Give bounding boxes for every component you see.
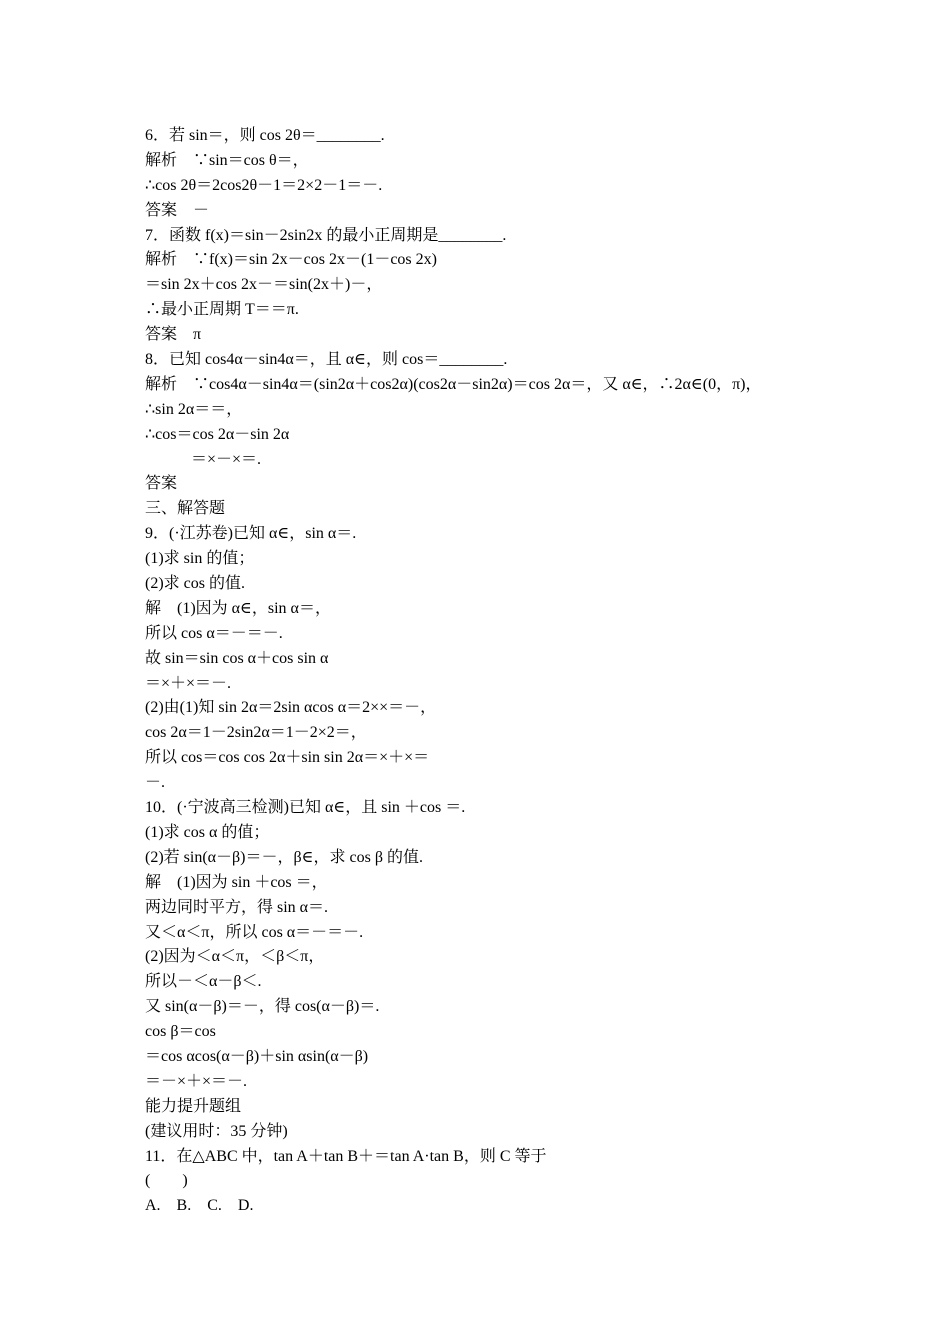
q10-solution-step: cos β＝cos <box>145 1023 216 1041</box>
q11-stem: 11．在△ABC 中，tan A＋tan B＋＝tan A·tan B，则 C 等于 <box>145 1147 547 1165</box>
q9-solution-step: (2)由(1)知 sin 2α＝2sin αcos α＝2××＝－， <box>145 699 437 717</box>
q11-options: A. B. C. D. <box>145 1197 254 1215</box>
q8-stem: 8．已知 cos4α－sin4α＝，且 α∈，则 cos＝________. <box>145 351 508 369</box>
q9-solution-step: 所以 cos＝cos cos 2α＋sin sin 2α＝×＋×＝ <box>145 749 430 767</box>
document-body <box>145 124 805 1219</box>
q10-part1: (1)求 cos α 的值； <box>145 823 270 841</box>
q9-part2: (2)求 cos 的值. <box>145 575 245 593</box>
time-suggestion: (建议用时：35 分钟) <box>145 1122 288 1140</box>
q10-solution: 解 (1)因为 sin ＋cos ＝， <box>145 873 328 891</box>
q10-solution-step: ＝cos αcos(α－β)＋sin αsin(α－β) <box>145 1047 369 1065</box>
q6-analysis-step: ∴cos 2θ＝2cos2θ－1＝2×2－1＝－. <box>145 176 383 194</box>
section-heading: 三、解答题 <box>145 500 226 518</box>
q10-stem: 10．(·宁波高三检测)已知 α∈，且 sin ＋cos ＝. <box>145 799 466 817</box>
q10-solution-step: 所以－＜α－β＜. <box>145 973 262 991</box>
q9-part1: (1)求 sin 的值； <box>145 550 255 568</box>
q8-answer: 答案 <box>145 475 178 493</box>
q10-part2: (2)若 sin(α－β)＝－，β∈，求 cos β 的值. <box>145 848 423 866</box>
q7-stem: 7．函数 f(x)＝sin－2sin2x 的最小正周期是________. <box>145 226 507 244</box>
q9-solution-step: ＝×＋×＝－. <box>145 674 232 692</box>
q10-solution-step: 又＜α＜π，所以 cos α＝－＝－. <box>145 923 364 941</box>
q7-answer: 答案 π <box>145 326 202 344</box>
q7-analysis-step: ∴最小正周期 T＝＝π. <box>145 301 299 319</box>
q9-stem: 9．(·江苏卷)已知 α∈，sin α＝. <box>145 525 357 543</box>
q10-solution-step: 又 sin(α－β)＝－，得 cos(α－β)＝. <box>145 998 380 1016</box>
q10-solution-step: (2)因为＜α＜π，＜β＜π， <box>145 948 325 966</box>
q9-solution-step: 故 sin＝sin cos α＋cos sin α <box>145 649 329 667</box>
q6-answer: 答案 － <box>145 201 210 219</box>
q11-blank: ( ) <box>145 1172 188 1190</box>
q6-stem: 6．若 sin＝，则 cos 2θ＝________. <box>145 127 385 144</box>
q6-analysis: 解析 ∵sin＝cos θ＝， <box>145 151 309 169</box>
q7-analysis: 解析 ∵f(x)＝sin 2x－cos 2x－(1－cos 2x) <box>145 251 437 269</box>
q10-solution-step: 两边同时平方，得 sin α＝. <box>145 898 329 916</box>
q7-analysis-step: ＝sin 2x＋cos 2x－＝sin(2x＋)－， <box>145 276 383 294</box>
q8-analysis: 解析 ∵cos4α－sin4α＝(sin2α＋cos2α)(cos2α－sin2α)＝cos 2α＝，又 α∈，∴2α∈(0，π)， <box>145 375 762 393</box>
section-heading: 能力提升题组 <box>145 1097 242 1115</box>
q9-solution: 解 (1)因为 α∈，sin α＝， <box>145 599 331 617</box>
q8-analysis-step: ∴sin 2α＝＝， <box>145 400 243 418</box>
q9-solution-step: cos 2α＝1－2sin2α＝1－2×2＝， <box>145 724 367 742</box>
q8-analysis-step: ∴cos＝cos 2α－sin 2α <box>145 425 290 443</box>
q9-solution-step: －. <box>145 774 166 792</box>
q8-analysis-step: ＝×－×＝. <box>191 450 262 468</box>
q9-solution-step: 所以 cos α＝－＝－. <box>145 624 283 642</box>
q10-solution-step: ＝－×＋×＝－. <box>145 1072 248 1090</box>
